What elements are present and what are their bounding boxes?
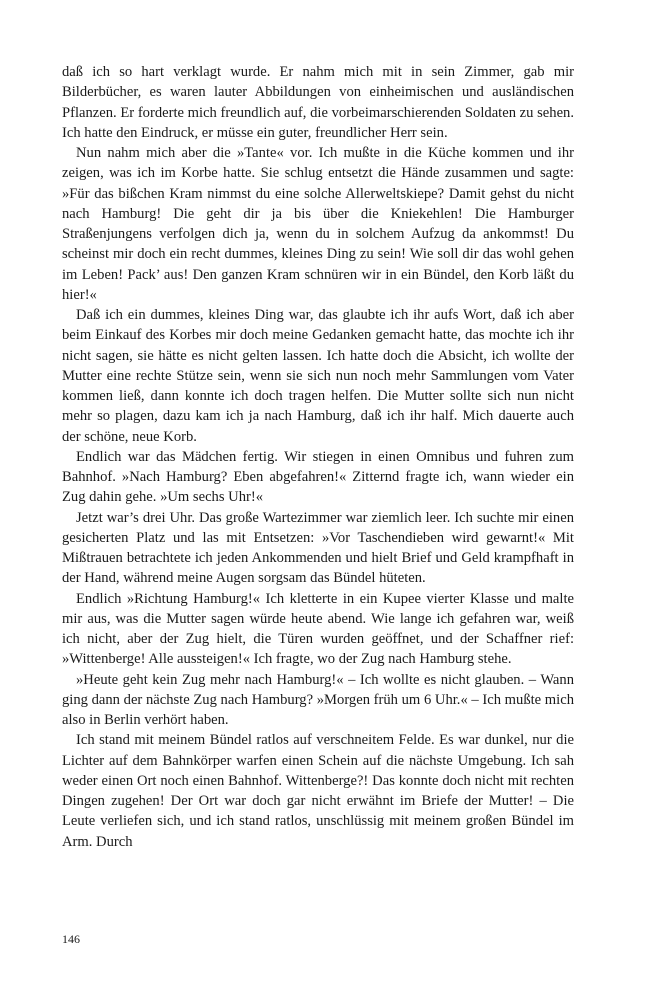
paragraph: »Heute geht kein Zug mehr nach Hamburg!« – Ich wollte es nicht glauben. – Wann ging dann der nächste Zug nach Hamburg? »Morgen früh um 6 Uhr.« – Ich mußte mich also in Berlin verhört haben. (62, 671, 574, 728)
book-page-body (62, 62, 574, 852)
paragraph: Endlich »Richtung Hamburg!« Ich kletterte in ein Kupee vierter Klasse und malte mir aus, was die Mutter sagen würde heute abend. Wie lange ich gefahren war, weiß ich nicht, aber der Zug hielt, die Türen wurden geöffnet, und der Schaffner rief: »Wittenberge! Alle aussteigen!« Ich fragte, wo der Zug nach Hamburg stehe. (62, 590, 574, 668)
paragraph: Ich stand mit meinem Bündel ratlos auf verschneitem Felde. Es war dunkel, nur die Lichter auf dem Bahnkörper warfen einen Schein auf die nächste Umgebung. Ich sah weder einen Ort noch einen Bahnhof. Wittenberge?! Das konnte doch nicht mit rechten Dingen zugehen! Der Ort war doch gar nicht erwähnt im Briefe der Mutter! – Die Leute verliefen sich, und ich stand ratlos, unschlüssig mit meinem großen Bündel im Arm. Durch (62, 732, 574, 850)
paragraph: Daß ich ein dummes, kleines Ding war, das glaubte ich ihr aufs Wort, daß ich aber beim Einkauf des Korbes mir doch meine Gedanken gemacht hatte, das mochte ich ihr nicht sagen, sie hätte es nicht gelten lassen. Ich hatte doch die Absicht, ich wollte der Mutter eine rechte Stütze sein, wenn sie sich nun noch mehr Sammlungen vom Vater kommen ließ, dann konnte ich doch tragen helfen. Die Mutter sollte sich nun nicht mehr so plagen, dazu kam ich ja nach Hamburg, daß ich ihr half. Mich dauerte auch der schöne, neue Korb. (62, 307, 574, 445)
paragraph: Jetzt war’s drei Uhr. Das große Wartezimmer war ziemlich leer. Ich suchte mir einen gesicherten Platz und las mit Entsetzen: »Vor Taschendieben wird gewarnt!« Mit Mißtrauen betrachtete ich jeden Ankommenden und hielt Brief und Geld krampfhaft in der Hand, während meine Augen sorgsam das Bündel hüteten. (62, 509, 574, 587)
paragraph: daß ich so hart verklagt wurde. Er nahm mich mit in sein Zimmer, gab mir Bilderbücher, es waren lauter Abbildungen von einheimischen und ausländischen Pflanzen. Er forderte mich freundlich auf, die vorbeimarschierenden Soldaten zu sehen. Ich hatte den Eindruck, er müsse ein guter, freundlicher Herr sein. (62, 64, 574, 141)
paragraph: Endlich war das Mädchen fertig. Wir stiegen in einen Omnibus und fuhren zum Bahnhof. »Nach Hamburg? Eben abgefahren!« Zitternd fragte ich, wann wieder ein Zug dahin gehe. »Um sechs Uhr!« (62, 448, 574, 506)
paragraph: Nun nahm mich aber die »Tante« vor. Ich mußte in die Küche kommen und ihr zeigen, was ich im Korbe hatte. Sie schlug entsetzt die Hände zusammen und sagte: »Für das bißchen Kram nimmst du eine solche Allerweltskiepe? Damit gehst du nicht nach Hamburg! Die geht dir ja bis über die Kniekehlen! Die Hamburger Straßenjungens verfolgen dich ja, wenn du in solchem Aufzug da ankommst! Du scheinst mir doch ein recht dummes, kleines Ding zu sein! Wie soll dir das wohl gehen im Leben! Pack’ aus! Den ganzen Kram schnüren wir in ein Bündel, den Korb läßt du hier!« (62, 145, 574, 303)
page-number: 146 (62, 932, 80, 946)
